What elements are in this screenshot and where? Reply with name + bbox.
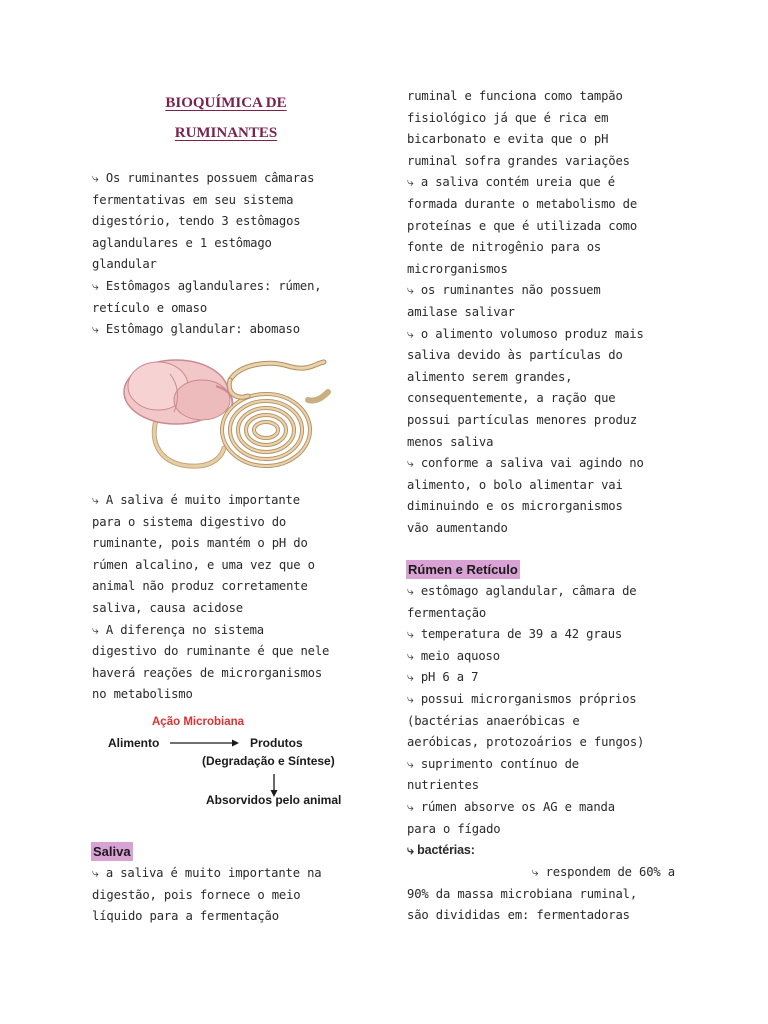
- text-line: ⤷ possui microrganismos próprios: [407, 691, 637, 706]
- text-line: possui partículas menores produz: [407, 412, 637, 427]
- title-line-2: RUMINANTES: [174, 125, 278, 141]
- text-line: microrganismos: [407, 261, 508, 276]
- text-line: saliva, causa acidose: [92, 600, 243, 615]
- text-line: nutrientes: [407, 778, 479, 793]
- text-line: ⤷ temperatura de 39 a 42 graus: [407, 627, 623, 642]
- left-paragraph-1: [92, 168, 360, 341]
- text-line: ⤷ suprimento contínuo de: [407, 756, 579, 771]
- text-line: ⤷ os ruminantes não possuem: [407, 283, 601, 298]
- text-line: ruminante, pois mantém o pH do: [92, 536, 308, 551]
- text-line: bicarbonato e evita que o pH: [407, 132, 609, 147]
- text-line: fermentação: [407, 605, 487, 620]
- text-line: fisiológico já que é rica em: [407, 110, 609, 125]
- text-line: 90% da massa microbiana ruminal,: [407, 886, 637, 901]
- text-line: ruminal e funciona como tampão: [407, 89, 623, 103]
- diagram-title: Ação Microbiana: [152, 716, 245, 728]
- text-line: animal não produz corretamente: [92, 579, 308, 594]
- text-line: retículo e omaso: [92, 300, 207, 315]
- text-line: digestório, tendo 3 estômagos: [92, 214, 301, 229]
- text-line: ⤷ a saliva é muito importante na: [92, 866, 322, 880]
- diagram-canvas: [98, 710, 356, 814]
- text-line: ⤷ estômago aglandular, câmara de: [407, 584, 637, 598]
- diagram-input-label: Alimento: [108, 736, 160, 750]
- text-line: ⤷ o alimento volumoso produz mais: [407, 326, 644, 341]
- bacteria-label: ⤷ bactérias:: [407, 843, 475, 858]
- text-line: ⤷ A diferença no sistema: [92, 622, 264, 637]
- text-line: (bactérias anaeróbicas e: [407, 713, 580, 728]
- text-line: rúmen alcalino, e uma vez que o: [92, 557, 315, 572]
- text-line: para o sistema digestivo do: [92, 514, 287, 529]
- text-line: glandular: [92, 257, 157, 272]
- ruminant-digestive-tract-illustration: [118, 350, 334, 480]
- text-line: vão aumentando: [407, 520, 508, 535]
- text-line: ⤷ pH 6 a 7: [407, 670, 479, 685]
- text-line: para o fígado: [407, 821, 501, 836]
- text-line: ⤷ conforme a saliva vai agindo no: [407, 456, 644, 471]
- text-line: ⤷ meio aquoso: [407, 648, 500, 663]
- right-paragraph-1: [407, 86, 675, 539]
- arrow-right-head-icon: [232, 740, 239, 747]
- left-paragraph-3: [92, 863, 360, 928]
- text-line: saliva devido às partículas do: [407, 348, 623, 363]
- section-heading-saliva: Saliva: [93, 844, 131, 859]
- diagram-output-label: Produtos: [250, 736, 303, 750]
- text-line: ⤷ Os ruminantes possuem câmaras: [92, 171, 315, 185]
- diagram-result-label: Absorvidos pelo animal: [206, 793, 342, 807]
- text-line: formada durante o metabolismo de: [407, 196, 637, 211]
- text-line: alimento, o bolo alimentar vai: [407, 477, 623, 492]
- text-line: consequentemente, a ração que: [407, 391, 616, 406]
- text-line: ⤷ A saliva é muito importante: [92, 493, 300, 507]
- text-line: líquido para a fermentação: [92, 909, 279, 924]
- text-line: ruminal sofra grandes variações: [407, 153, 630, 168]
- right-paragraph-3: [407, 862, 675, 927]
- text-line: no metabolismo: [92, 687, 193, 702]
- text-line: ⤷ Estômago glandular: abomaso: [92, 322, 300, 337]
- text-line: aeróbicas, protozoários e fungos): [407, 735, 645, 750]
- digestive-tract-drawing: [118, 350, 334, 480]
- text-line: digestão, pois fornece o meio: [92, 887, 301, 902]
- text-line: digestivo do ruminante é que nele: [92, 644, 330, 659]
- text-line: aglandulares e 1 estômago: [92, 235, 272, 250]
- text-line: ⤷ a saliva contém ureia que é: [407, 175, 615, 190]
- text-line: ⤷ respondem de 60% a: [531, 865, 675, 879]
- left-paragraph-2: [92, 490, 360, 706]
- microbial-action-diagram: [98, 710, 356, 814]
- page-title: [92, 88, 360, 148]
- text-line: são divididas em: fermentadoras: [407, 908, 630, 923]
- text-line: diminuindo e os microrganismos: [407, 499, 623, 514]
- title-line-1: BIOQUÍMICA DE: [165, 95, 287, 111]
- text-line: amilase salivar: [407, 304, 515, 319]
- text-line: ⤷ rúmen absorve os AG e manda: [407, 799, 615, 814]
- text-line: haverá reações de microrganismos: [92, 665, 322, 680]
- text-line: alimento serem grandes,: [407, 369, 573, 384]
- text-line: proteínas e que é utilizada como: [407, 218, 637, 233]
- diagram-process-label: (Degradação e Síntese): [202, 754, 335, 768]
- text-line: fermentativas em seu sistema: [92, 192, 294, 207]
- section-heading-rumen-reticulo: Rúmen e Retículo: [408, 562, 518, 577]
- text-line: menos saliva: [407, 434, 494, 449]
- text-line: fonte de nitrogênio para os: [407, 240, 602, 255]
- text-line: ⤷ Estômagos aglandulares: rúmen,: [92, 278, 322, 293]
- right-paragraph-2: [407, 581, 675, 862]
